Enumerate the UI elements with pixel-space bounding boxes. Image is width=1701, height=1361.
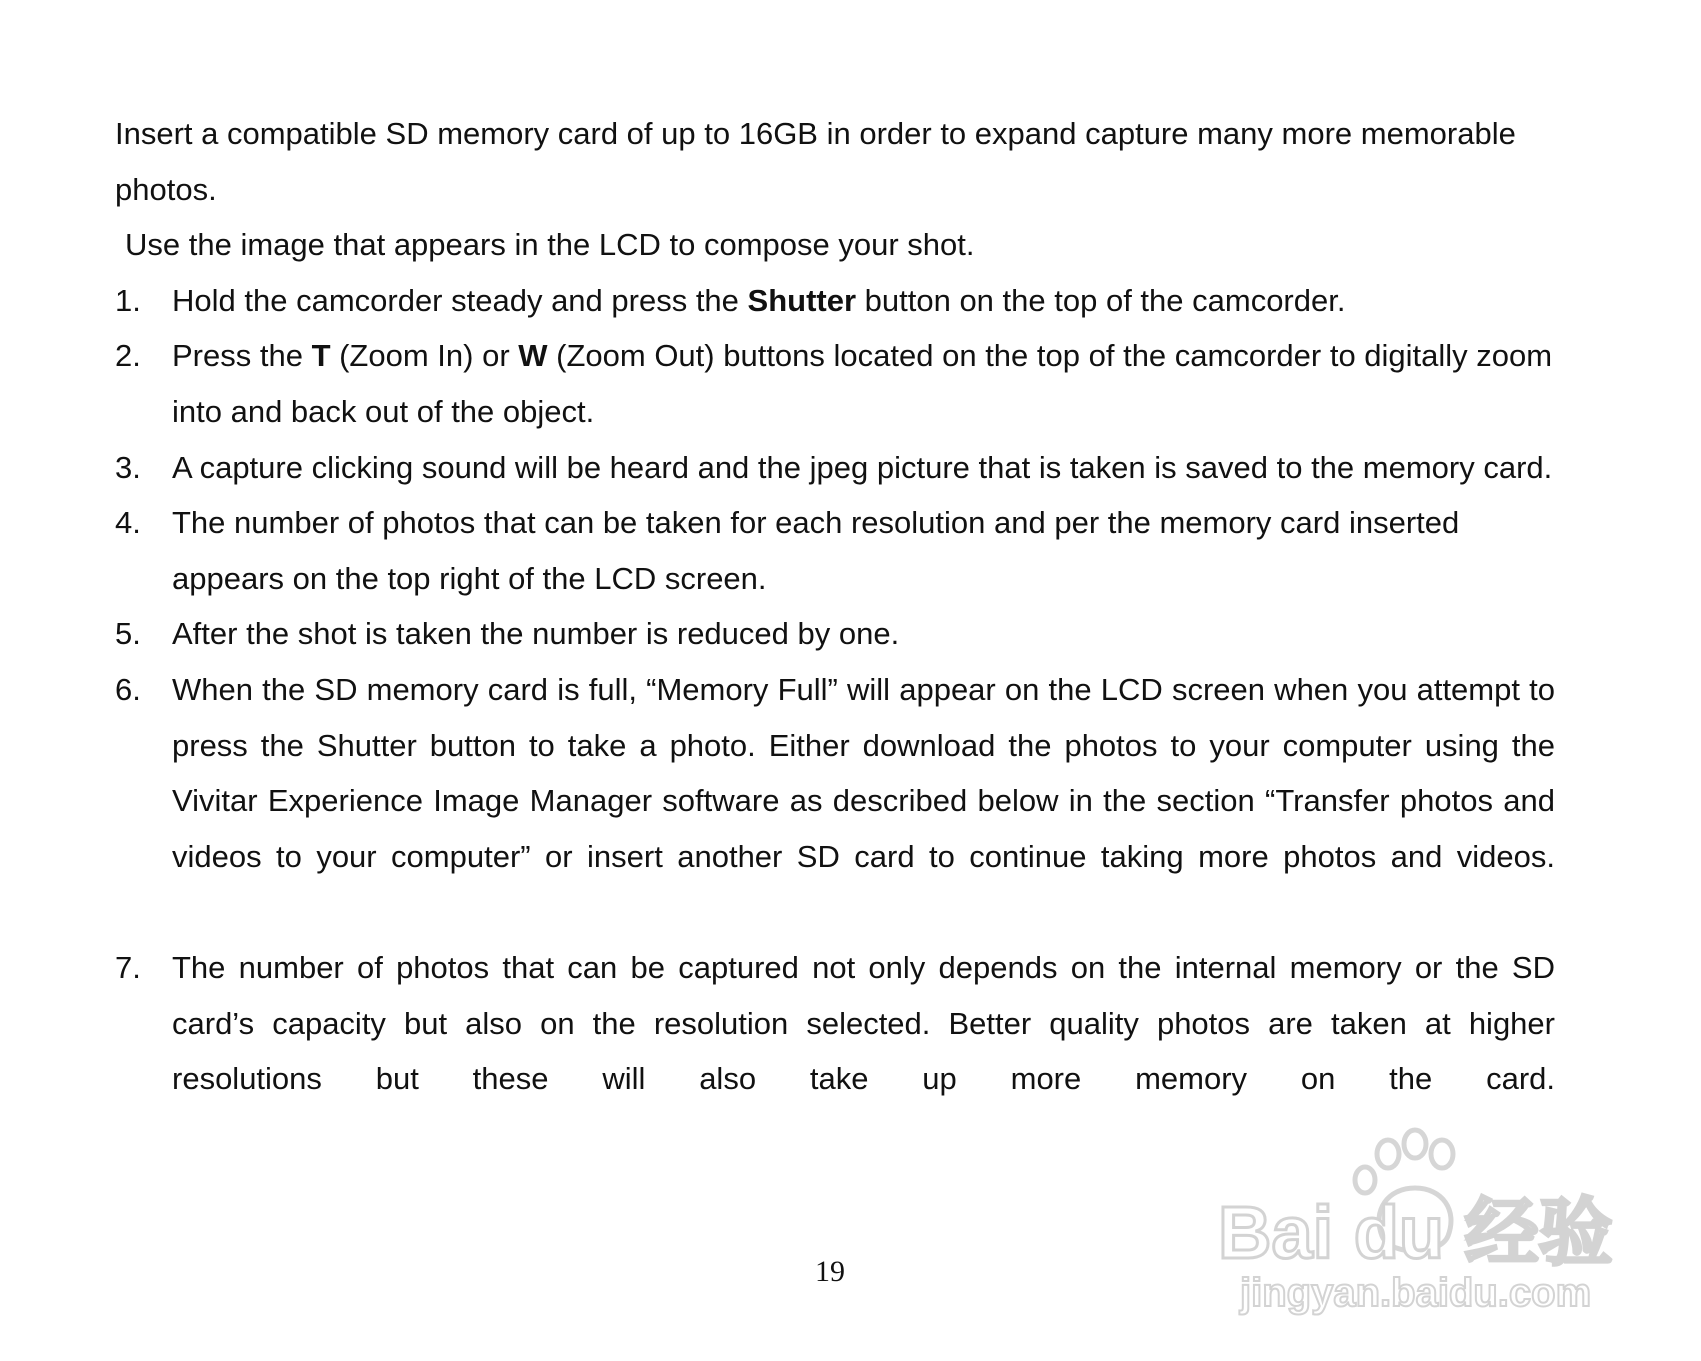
page-body [115, 106, 1555, 1162]
step-4 [115, 495, 1555, 606]
step-text-part: button on the top of the camcorder. [856, 282, 1346, 318]
step-6 [115, 662, 1555, 940]
step-number: 7. [115, 949, 141, 985]
step-number: 1. [115, 282, 141, 318]
step-number: 3. [115, 449, 141, 485]
step-number: 2. [115, 338, 141, 374]
step-number: 4. [115, 505, 141, 541]
step-text [172, 283, 1345, 318]
step-5 [115, 606, 1555, 662]
step-text-part: Press the [172, 338, 312, 374]
step-text-part: (Zoom In) or [330, 338, 519, 374]
page-number: 19 [815, 1255, 845, 1288]
step-text: A capture clicking sound will be heard and the jpeg picture that is taken is saved to the memory card. [172, 449, 1553, 485]
zoom-in-term: T [311, 338, 331, 374]
step-text [172, 338, 1552, 429]
step-text: After the shot is taken the number is reduced by one. [172, 616, 900, 652]
step-number: 5. [115, 616, 141, 652]
step-text: The number of photos that can be taken for each resolution and per the memory card inserted appears on the top right of the LCD screen. [172, 505, 1460, 596]
step-3 [115, 440, 1555, 496]
shutter-button-term: Shutter [747, 282, 857, 318]
watermark-logo-text: Bai du 经验 [1218, 1191, 1613, 1274]
step-text-part: Hold the camcorder steady and press the [172, 282, 748, 318]
zoom-out-term: W [518, 338, 548, 374]
steps-list [115, 273, 1555, 1163]
step-1 [115, 273, 1555, 329]
watermark-url-text: jingyan.baidu.com [1240, 1271, 1592, 1315]
intro-compose-line: Use the image that appears in the LCD to compose your shot. [125, 227, 975, 263]
intro-paragraph: Insert a compatible SD memory card of up to 16GB in order to expand capture many more memorable photos. [115, 116, 1516, 207]
step-number: 6. [115, 671, 141, 707]
step-text: The number of photos that can be captured not only depends on the internal memory or the SD card’s capacity but also on the resolution selected. Better quality photos are taken at higher resolutions but these will also take up more memory on the card. [172, 949, 1555, 1097]
step-2 [115, 328, 1555, 439]
step-text: When the SD memory card is full, “Memory Full” will appear on the LCD screen when you attempt to press the Shutter button to take a photo. Either download the photos to your computer using the Vivitar Experience Image Manager software as described below in the section “Transfer photos and videos to your computer” or insert another SD card to continue taking more photos and videos. [172, 671, 1555, 874]
baidu-jingyan-watermark [1210, 1118, 1630, 1318]
step-text-part: (Zoom Out) buttons located on the top of the camcorder to digitally zoom into and back out of the object. [172, 338, 1553, 429]
